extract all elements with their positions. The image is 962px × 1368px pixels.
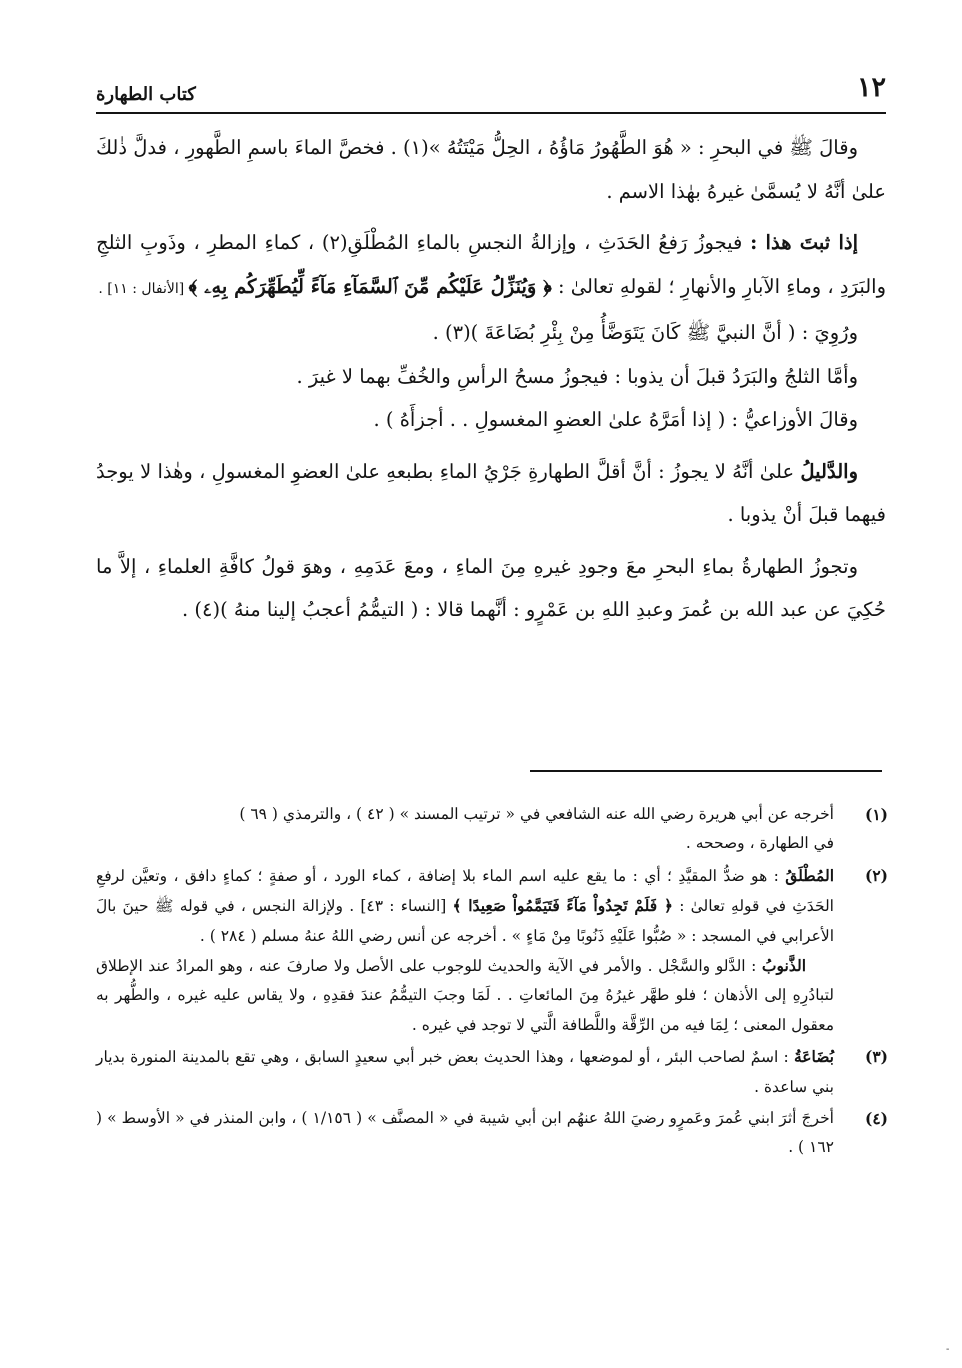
- footnote-body: [النساء : ٤٣] . ولإزالة النجس ، في قوله ﷺ حينَ بالَ الأعرابي في المسجد : « صُبُّوا عَلَيْهِ ذَنُوبًا مِنْ مَاءٍ » . أخرجه عن أنس رضي اللهُ عنهُ مسلم ( ٢٨٤ ) .: [96, 897, 834, 945]
- footnote-text: في الطهارة ، وصححه .: [685, 834, 834, 853]
- paragraph-6: [96, 450, 886, 537]
- paragraph-1: وقالَ ﷺ في البحرِ : « هُوَ الطَّهُورُ مَاؤُهُ ، الحِلُّ مَيْتَتُهُ »(١) . فخصَّ الماءَ باسمِ الطَّهورِ ، فدلَّ ذٰلكَ علىٰ أنَّهُ لا يُسمَّىٰ غيرهُ بهٰذا الاسم .: [96, 136, 886, 203]
- footnote-term: بُضَاعَةُ: [793, 1047, 834, 1067]
- footnote-number: (٢): [864, 865, 888, 885]
- page-number: ١٢: [856, 72, 886, 103]
- footnote-text: [96, 1042, 834, 1102]
- paragraph-7: وتجوزُ الطهارةُ بماءِ البحرِ معَ وجودِ غيرهِ مِنَ الماءِ ، ومعَ عَدَمِهِ ، وهوَ قولُ كافَّةِ العلماءِ ، إلاَّ ما حُكِيَ عن عبد الله بن عُمرَ وعبدِ اللهِ بن عَمْرٍو : أنَّهما قالا : ( التيمُّمُ أعجبُ إلينا منهُ )(٤) .: [96, 554, 886, 621]
- paragraph-2-text: فيجوزُ رَفعُ الحَدَثِ ، وإزالةُ النجسِ بالماءِ المُطْلَقِ(٢) ، كماءِ المطرِ ، وذَوبِ الثلجِ والبَرَدِ ، وماءِ الآبارِ والأنهارِ ؛ لقولهِ تعالىٰ :: [96, 231, 886, 298]
- paragraph-6-lead: والدَّليلُ: [800, 459, 858, 483]
- footnote-separator: [530, 770, 882, 772]
- paragraph-5: وقالَ الأوزاعيُّ : ( إذا أمَرَّهُ علىٰ العضوِ المغسولِ . . أجزأَهُ ) .: [373, 408, 858, 431]
- footnote-text: أخرجه عن أبي هريرة رضي الله عنه الشافعي في « ترتيب المسند » ( ٤٢ ) ، والترمذي ( ٦٩ ): [239, 805, 834, 823]
- footnote-body: : اسمٌ لصاحب البئر ، أو لموضعها ، وهذا الحديث بعض خبر أبي سعيدٍ السابق ، وهي تقع بالمدينة المنورة بديار بني ساعدة .: [96, 1048, 834, 1096]
- footnote-number: (٣): [864, 1047, 888, 1067]
- page-mark: -: [946, 1344, 950, 1355]
- footnote-body: : الدَّلو والسَّجْل . والأمر في الآية والحديث للوجوب على الأصل ولا صارفَ عنه ، وهو المرادُ عند الإطلاق لتبادُرِهِ إلى الأذهان ؛ فلو طهَّر غيرُهُ مِنَ المائعاتِ . . لَمَا وجبَ التيمُّمُ عندَ فقدِهِ ، ولا يقاس عليه غيره ، والطُّهر به معقول المعنى ؛ لِمَا فيه من الرِّقَّة واللَّطافة الَّتي لا توجد في غيره .: [96, 957, 834, 1034]
- quran-verse: ﴿ فَلَمْ تَجِدُواْ مَآءً فَتَيَمَّمُواْ صَعِيدًا ﴾: [452, 896, 673, 916]
- footnote-text: [96, 861, 834, 951]
- footnote-2: [96, 861, 892, 1040]
- paragraph-2-lead: إذا ثبتَ هذا :: [750, 231, 859, 254]
- main-text: [96, 126, 886, 632]
- footnote-number: (١): [864, 805, 888, 824]
- footnote-text: [96, 951, 834, 1040]
- verse-reference: [الأنفال : ١١] .: [98, 280, 189, 297]
- footnote-4: [96, 1104, 892, 1163]
- paragraph-3: ورُوِيَ : ( أنَّ النبيَّ ﷺ كَانَ يَتَوَضَّأُ مِنْ بِئْرِ بُضَاعَةَ )(٣) .: [432, 321, 858, 344]
- footnote-term: المُطْلَقُ: [785, 865, 834, 885]
- page-header: [96, 70, 886, 114]
- footnote-body: : هو ضدُّ المقيَّدِ ؛ أي : ما يقع عليه اسم الماء بلا إضافة ، كماء الورد ، أو صفةٍ ؛ كماءٍ دافق ، وتعيَّن لرفعِ الحَدَثِ في قولهِ تعالىٰ :: [96, 866, 834, 916]
- running-title: كتاب الطهارة: [96, 84, 196, 105]
- paragraph-4: وأمَّا الثلجُ والبَرَدُ قبلَ أن يذوبا : فيجوزُ مسحُ الرأسِ والخُفِّ بهما لا غيرَ .: [296, 364, 858, 388]
- footnote-text: أخرجَ أثرَ ابني عُمرَ وعَمرٍو رضيَ اللهُ عنهُم ابن أبي شيبة في « المصنَّف » ( ١/١٥٦ ) ، وابن المنذر في « الأوسط » ( ١٦٢ ) .: [96, 1109, 834, 1157]
- footnotes: [96, 800, 892, 1163]
- paragraph-6-text: علىٰ أنَّهُ لا يجوزُ : أنَّ أقلَّ الطهارةِ جَرْيُ الماءِ بطبعهِ علىٰ العضوِ المغسولِ ، وهٰذا لا يوجدُ فيهما قبلَ أنْ يذوبا .: [96, 459, 886, 526]
- quran-verse: ﴿ وَيُنَزِّلُ عَلَيْكُم مِّنَ ٱلسَّمَآءِ مَآءً لِّيُطَهِّرَكُم بِهِۦ ﴾: [188, 274, 552, 298]
- footnote-number: (٤): [864, 1109, 888, 1129]
- paragraph-2: [96, 221, 886, 311]
- footnote-term: الذَّنوبُ: [761, 956, 806, 976]
- footnote-3: [96, 1042, 892, 1102]
- footnote-1: [96, 800, 892, 859]
